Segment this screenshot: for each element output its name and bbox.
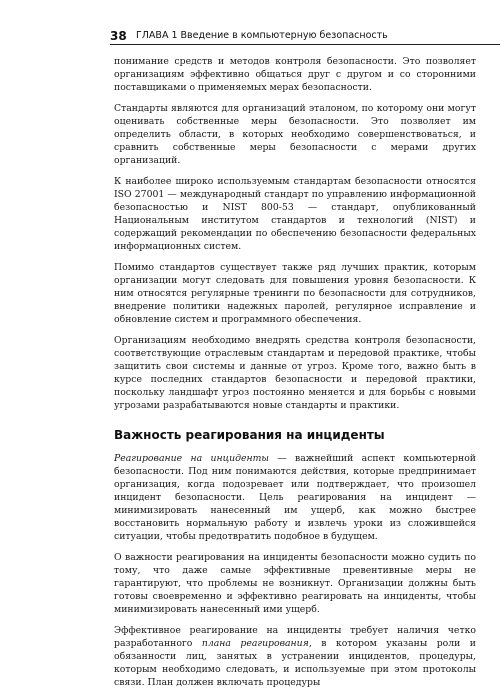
paragraph: Организациям необходимо внедрять средства контроля безопасности, соответствующие отраслевым стандартам и передовой практике, чтобы защитить свои системы и данные от угроз. Кроме того, важно быть в курсе последних стандартов безопасности и передовой практики, поскольку ландшафт угроз постоянно меняется и для борьбы с новыми угрозами разрабатываются новые стандарты и практики.: [114, 335, 476, 411]
page-body: [114, 55, 476, 697]
section-title: Важность реагирования на инциденты: [114, 428, 385, 442]
paragraph-text: — важнейший аспект компьютерной безопасности. Под ним понимаются действия, которые предпринимает организация, когда подозревает или подтверждает, что произошел инцидент безопасности. Цель реагирования на инцидент — минимизировать нанесенный им ущерб, как можно быстрее восстановить нормальную работу и извлечь уроки из сложившейся ситуации, чтобы предотвратить подобное в будущем.: [114, 453, 477, 542]
italic-term: плана реагирования: [201, 638, 309, 649]
paragraph: понимание средств и методов контроля безопасности. Это позволяет организациям эффективно общаться друг с другом и со сторонними поставщиками о применяемых мерах безопасности.: [114, 56, 476, 93]
page-number: 38: [110, 29, 127, 43]
paragraph: О важности реагирования на инциденты безопасности можно судить по тому, что даже самые эффективные превентивные меры не гарантируют, что проблемы не возникнут. Организации должны быть готовы своевременно и эффективно реагировать на инциденты, чтобы минимизировать нанесенный ими ущерб.: [114, 552, 476, 615]
paragraph-text: Эффективное реагирование на инциденты требует наличия четко разработанного: [114, 625, 476, 649]
paragraph: [114, 452, 476, 543]
header-rule: [110, 44, 500, 45]
paragraph-text: , в котором указаны роли и обязанности лиц, занятых в устранении инцидентов, процедуры, которым необходимо следовать, и используемые при этом протоколы связи. План должен включать процедуры: [114, 638, 476, 688]
paragraph: К наиболее широко используемым стандартам безопасности относятся ISO 27001 — международный стандарт по управлению информационной безопасностью и NIST 800-53 — стандарт, опубликованный Национальным институтом стандартов и технологий (NIST) и содержащий рекомендации по обеспечению безопасности федеральных информационных систем.: [114, 176, 476, 252]
paragraph: [114, 624, 476, 689]
running-header: [110, 28, 500, 44]
italic-term: Реагирование на инциденты: [114, 453, 269, 464]
paragraph: Помимо стандартов существует также ряд лучших практик, которым организации могут следовать для повышения уровня безопасности. К ним относятся регулярные тренинги по безопасности для сотрудников, внедрение политики надежных паролей, регулярное исправление и обновление систем и программного обеспечения.: [114, 262, 476, 325]
paragraph: Стандарты являются для организаций эталоном, по которому они могут оценивать собственные меры безопасности. Это позволяет им определить области, в которых необходимо совершенствоваться, и сравнить собственные меры безопасности с мерами других организаций.: [114, 103, 476, 166]
chapter-label: ГЛАВА 1 Введение в компьютерную безопасность: [136, 30, 388, 41]
